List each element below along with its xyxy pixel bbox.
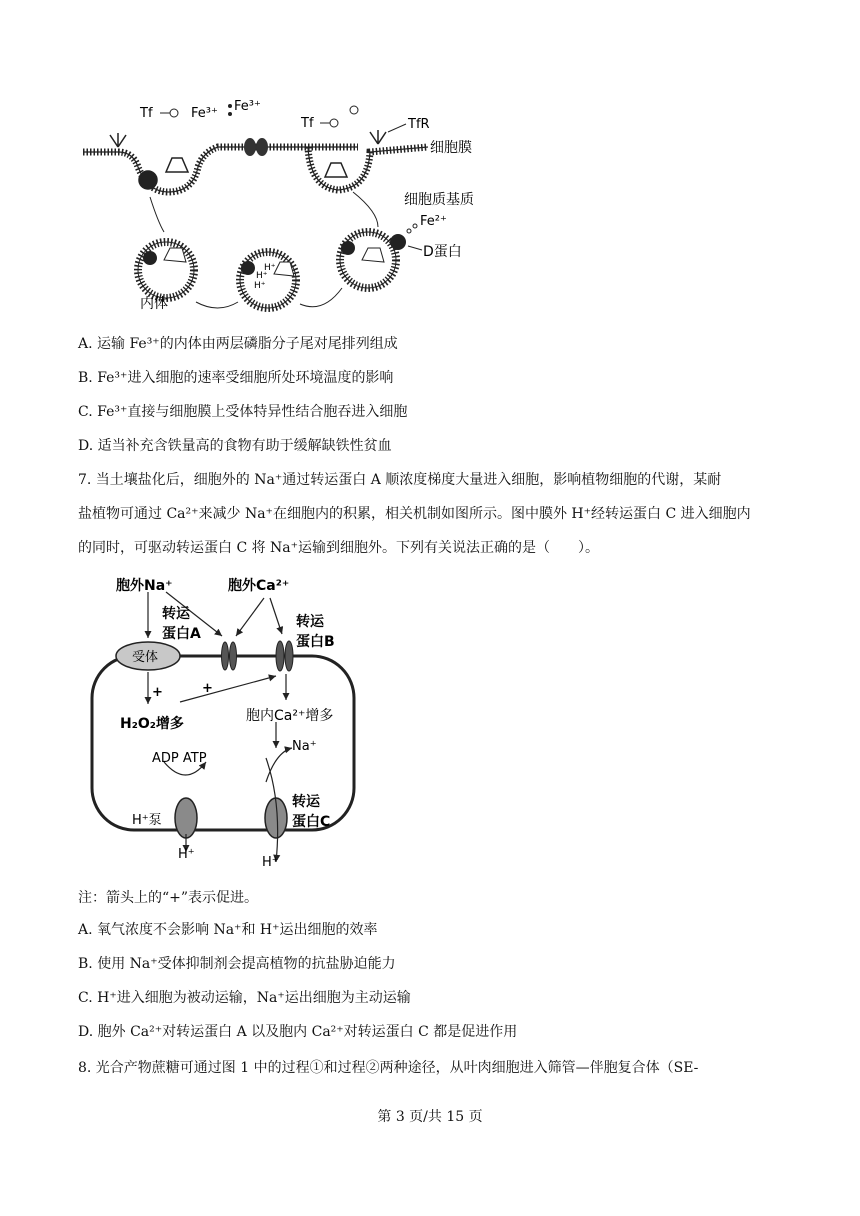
figure-note: 注：箭头上的“+”表示促进。 [78, 890, 259, 906]
tf-left-label: Tf [140, 106, 153, 121]
option-letter: C. [78, 990, 93, 1006]
figure-2-ion-transport-diagram [86, 572, 376, 872]
cytoplasm-label: 细胞质基质 [404, 192, 474, 208]
tfr-label: TfR [408, 117, 430, 132]
d-protein-icon [390, 234, 406, 250]
option-text: 运输 Fe³⁺的内体由两层磷脂分子尾对尾排列组成 [97, 336, 398, 352]
plus-sign-2: + [202, 681, 213, 696]
transport-a-label-1: 转运 [162, 606, 190, 622]
q8-stem-line-1: 8. 光合产物蔗糖可通过图 1 中的过程①和过程②两种途径，从叶肉细胞进入筛管—伴胞复合体（SE- [78, 1060, 699, 1076]
ca-outside-label: 胞外Ca²⁺ [228, 578, 290, 594]
fe2-label: Fe²⁺ [420, 214, 447, 229]
plus-sign-1: + [152, 685, 163, 700]
h2o2-label: H₂O₂增多 [120, 716, 184, 732]
transport-b-label-2: 蛋白B [296, 634, 335, 650]
q7-stem-line-1: 7. 当土壤盐化后，细胞外的 Na⁺通过转运蛋白 A 顺浓度梯度大量进入细胞，影响植物细胞的代谢，某耐 [78, 472, 722, 488]
option-letter: D. [78, 438, 94, 454]
membrane-label: 细胞膜 [430, 140, 472, 156]
option-text: Fe³⁺直接与细胞膜上受体特异性结合胞吞进入细胞 [97, 404, 408, 420]
q7-option-d [78, 1022, 517, 1042]
na-outside-label: 胞外Na⁺ [116, 578, 173, 594]
option-text: 适当补充含铁量高的食物有助于缓解缺铁性贫血 [97, 438, 392, 454]
q7-option-b [78, 954, 396, 974]
endosome-label: 内体 [140, 296, 168, 312]
q7-stem-line-3: 的同时，可驱动转运蛋白 C 将 Na⁺运输到细胞外。下列有关说法正确的是（ ）。 [78, 540, 600, 556]
adp-atp-label: ADP ATP [152, 751, 207, 766]
option-text: 胞外 Ca²⁺对转运蛋白 A 以及胞内 Ca²⁺对转运蛋白 C 都是促进作用 [97, 1024, 518, 1040]
h-pump-label: H⁺泵 [132, 813, 162, 828]
ca-inside-label: 胞内Ca²⁺增多 [246, 708, 334, 724]
figure-1-endocytosis-diagram [78, 92, 498, 314]
h-ion-2: H⁺ [264, 263, 276, 273]
q6-option-a [78, 334, 398, 354]
fe3-label-a: Fe³⁺ [191, 106, 218, 121]
page-footer: 第 3 页/共 15 页 [377, 1109, 483, 1125]
h-pump-icon [175, 798, 197, 838]
option-letter: A. [78, 336, 93, 352]
option-letter: D. [78, 1024, 94, 1040]
q6-option-c [78, 402, 407, 422]
option-text: Fe³⁺进入细胞的速率受细胞所处环境温度的影响 [97, 370, 394, 386]
membrane-channel [244, 138, 268, 156]
h-ion-left: H⁺ [178, 847, 195, 862]
na-ion-label: Na⁺ [292, 739, 317, 754]
option-letter: A. [78, 922, 93, 938]
d-protein-label: D蛋白 [423, 244, 462, 260]
q7-option-c [78, 988, 411, 1008]
fe3-label-b: Fe³⁺ [234, 99, 261, 114]
q7-stem-line-2: 盐植物可通过 Ca²⁺来减少 Na⁺在细胞内的积累，相关机制如图所示。图中膜外 H⁺经转运蛋白 C 进入细胞内 [78, 506, 751, 522]
option-letter: B. [78, 370, 93, 386]
option-text: H⁺进入细胞为被动运输，Na⁺运出细胞为主动运输 [97, 990, 411, 1006]
h-ion-3: H⁺ [254, 281, 266, 291]
transport-c-label-2: 蛋白C [292, 814, 331, 830]
option-text: 氧气浓度不会影响 Na⁺和 H⁺运出细胞的效率 [97, 922, 378, 938]
q7-option-a [78, 920, 378, 940]
option-letter: C. [78, 404, 93, 420]
transport-protein-a-icon [222, 642, 237, 670]
transport-a-label-2: 蛋白A [162, 626, 201, 642]
cell-membrane [83, 147, 428, 192]
q6-option-d [78, 436, 392, 456]
q6-option-b [78, 368, 393, 388]
h-ion-right: H⁺ [262, 855, 279, 870]
receptor-label: 受体 [132, 650, 159, 665]
transport-protein-b-icon [276, 641, 293, 671]
option-letter: B. [78, 956, 93, 972]
h-ion-1: H⁺ [256, 271, 268, 281]
tf-right-label: Tf [301, 116, 314, 131]
transport-b-label-1: 转运 [296, 614, 324, 630]
option-text: 使用 Na⁺受体抑制剂会提高植物的抗盐胁迫能力 [97, 956, 396, 972]
transport-c-label-1: 转运 [292, 794, 320, 810]
